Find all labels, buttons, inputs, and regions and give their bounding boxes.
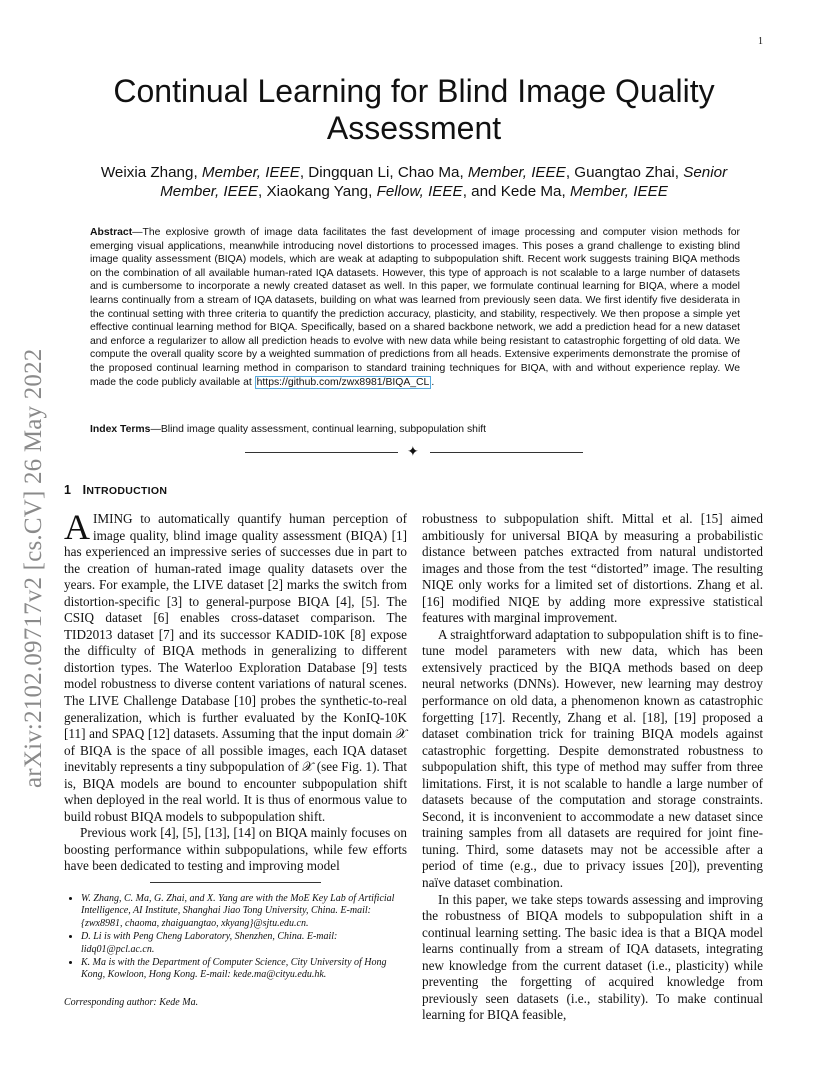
index-terms: Index Terms—Blind image quality assessment, continual learning, subpopulation shift <box>90 424 487 435</box>
footnote-item: • K. Ma is with the Department of Computer Science, City University of Hong Kong, Kowloon, Hong Kong. E-mail: kede.ma@cityu.edu.hk. <box>81 957 409 982</box>
footnote-item: • W. Zhang, C. Ma, G. Zhai, and X. Yang are with the MoE Key Lab of Artificial Intelligence, AI Institute, Shanghai Jiao Tong University, China. E-mail: {zwx8981, chaoma, zhaiguangtao, xkyang}@sjtu.edu.cn. <box>81 893 409 930</box>
intro-paragraph-2: Previous work [4], [5], [13], [14] on BIQA mainly focuses on boosting performance within subpopulations, while few efforts have been dedicated to testing and improving model <box>64 825 407 874</box>
diamond-ornament-icon: ✦ <box>407 445 419 460</box>
author-name: Xiaokang Yang <box>266 183 369 200</box>
footnote-item: • D. Li is with Peng Cheng Laboratory, Shenzhen, China. E-mail: lidq01@pcl.ac.cn. <box>81 931 409 956</box>
abstract-end: . <box>431 376 435 388</box>
intro-paragraph-1 <box>64 507 407 825</box>
corresponding-author: Corresponding author: Kede Ma. <box>64 997 199 1008</box>
section-title-first-letter: I <box>82 483 87 497</box>
section-heading <box>64 483 167 497</box>
intro-paragraph-4: A straightforward adaptation to subpopulation shift is to fine-tune model parameters with new data, which has been extensively practiced by the BIQA methods based on deep neural networks (DNNs). However, new learning may destroy performance on old data, a phenomenon known as catastrophic forgetting [17]. Recently, Zhang et al. [18], [19] proposed a dataset combination trick for training BIQA models against catastrophic forgetting. Despite demonstrated robustness to subpopulation shift, this type of method may suffer from three limitations. First, it is not scalable to handle a large number of datasets because of the computation and storage constraints. Second, it is inconvenient to accommodate a new dataset since training samples from all datasets are required for joint fine-tuning. Third, some datasets may not be accessible after a period of time (e.g., due to privacy issues [20]), preventing naïve dataset combination. <box>422 626 763 891</box>
opening-smallcaps: IMING <box>93 511 133 526</box>
separator-line-right <box>430 452 583 453</box>
page-number: 1 <box>758 36 763 47</box>
separator-line-left <box>245 452 398 453</box>
abstract-text: The explosive growth of image data facilitates the fast development of image processing and computer vision methods for emerging visual applications, meanwhile introducing novel distortions to processed images. This poses a grand challenge to existing blind image quality assessment (BIQA) models, which are weak at adapting to subpopulation shift. Recent work suggests training BIQA methods on the combination of all available human-rated IQA datasets. However, this type of approach is not scalable to a large number of datasets and is cumbersome to incorporate a newly created dataset as well. In this paper, we formulate continual learning for BIQA, where a model learns continually from a stream of IQA datasets, building on what was learned from previously seen data. We first identify five desiderata in the continual setting with three criteria to quantify the prediction accuracy, plasticity, and stability, respectively. We then propose a simple yet effective continual learning method for BIQA. Specifically, based on a shared backbone network, we add a prediction head for a new dataset and enforce a regularizer to allow all prediction heads to evolve with new data while being resistant to catastrophic forgetting of old data. We compute the overall quality score by a weighted summation of predictions from all heads. Extensive experiments demonstrate the promise of the proposed continual learning method in comparison to standard training techniques for BIQA, with and without experience replay. We made the code publicly available at <box>90 227 740 388</box>
section-title-rest: NTRODUCTION <box>86 485 168 497</box>
author-role: Member, IEEE <box>569 183 668 200</box>
author-name: Chao Ma <box>397 164 460 181</box>
author-name: Weixia Zhang <box>100 164 194 181</box>
author-name: Dingquan Li <box>308 164 390 181</box>
author-role: Fellow, IEEE <box>376 183 463 200</box>
drop-cap: A <box>64 507 90 547</box>
index-terms-text: Blind image quality assessment, continual learning, subpopulation shift <box>160 424 487 435</box>
author-list: Weixia Zhang, Member, IEEE, Dingquan Li, Chao Ma, Member, IEEE, Guangtao Zhai, Senior Member, IEEE, Xiaokang Yang, Fellow, IEEE, and Kede Ma, Member, IEEE <box>100 164 728 200</box>
arxiv-watermark <box>18 268 52 788</box>
paragraph-text: to automatically quantify human perception of image quality, blind image quality assessment (BIQA) [1] has experienced an impressive series of successes due in part to the creation of human-rated image quality datasets over the years. For example, the LIVE dataset [2] marks the switch from distortion-specific [3] to general-purpose BIQA [4], [5]. The CSIQ dataset [6] enables cross-dataset comparison. The TID2013 dataset [7] and its successor KADID-10K [8] expose the difficulty of BIQA methods in generalizing to different distortion types. The Waterloo Exploration Database [9] tests model robustness to diverse content variations of natural scenes. The LIVE Challenge Database [10] probes the synthetic-to-real generalization, which is further evaluated by the KonIQ-10K [11] and SPAQ [12] datasets. Assuming that the input domain 𝒳 of BIQA is the space of all possible images, each IQA dataset inevitably represents a tiny subpopulation of 𝒳 (see Fig. 1). That is, BIQA models are bound to encounter subpopulation shift when deployed in the real world. It is thus of enormous value to build robust BIQA models to subpopulation shift. <box>64 511 407 824</box>
arxiv-identifier[interactable]: arXiv:2102.09717v2 [cs.CV] 26 May 2022 <box>20 348 47 788</box>
index-terms-label: Index Terms <box>90 424 151 435</box>
author-name: Guangtao Zhai <box>574 164 675 181</box>
footnotes <box>64 893 409 983</box>
section-separator <box>245 443 583 463</box>
code-link[interactable]: https://github.com/zwx8981/BIQA_CL <box>256 376 430 388</box>
section-number: 1 <box>64 483 72 497</box>
abstract: Abstract—The explosive growth of image data facilitates the fast development of image processing and computer vision methods for emerging visual applications, meanwhile introducing novel distortions to processed images. This poses a grand challenge to existing blind image quality assessment (BIQA) models, which are weak at adapting to subpopulation shift. Recent work suggests training BIQA methods on the combination of all available human-rated IQA datasets. However, this type of approach is not scalable to a large number of datasets and is cumbersome to incorporate a newly created dataset as well. In this paper, we formulate continual learning for BIQA, where a model learns continually from a stream of IQA datasets, building on what was learned from previously seen data. We first identify five desiderata in the continual setting with three criteria to quantify the prediction accuracy, plasticity, and stability, respectively. We then propose a simple yet effective continual learning method for BIQA. Specifically, based on a shared backbone network, we add a prediction head for a new dataset and enforce a regularizer to allow all prediction heads to evolve with new data while being resistant to catastrophic forgetting of old data. We compute the overall quality score by a weighted summation of predictions from all heads. Extensive experiments demonstrate the promise of the proposed continual learning method in comparison to standard training techniques for BIQA, with and without experience replay. We made the code publicly available at https://github.com/zwx8981/BIQA_CL . <box>90 227 740 388</box>
right-column <box>422 511 763 1024</box>
author-role: Senior Member, IEEE <box>160 164 728 200</box>
author-name: Kede Ma <box>500 183 562 200</box>
intro-paragraph-3: robustness to subpopulation shift. Mittal et al. [15] aimed ambitiously for universal BIQA by measuring a probabilistic distance between patches extracted from natural undistorted images and those from the test “distorted” image. The resulting NIQE only works for a limited set of distortions. Zhang et al. [16] modified NIQE by adding more expressive statistical features with marginal improvement. <box>422 511 763 626</box>
footnote-rule <box>150 882 321 883</box>
author-role: Member, IEEE <box>467 164 566 181</box>
paper-title: Continual Learning for Blind Image Quality Assessment <box>113 73 715 146</box>
intro-paragraph-5: In this paper, we take steps towards assessing and improving the robustness of BIQA models to subpopulation shift in a continual learning setting. The basic idea is that a BIQA model learns continually from a stream of IQA datasets, integrating new knowledge from the current dataset (i.e., plasticity) while preventing the forgetting of acquired knowledge from previously seen datasets (i.e., stability). To make continual learning for BIQA feasible, <box>422 891 763 1023</box>
abstract-label: Abstract <box>90 227 133 238</box>
author-role: Member, IEEE <box>201 164 300 181</box>
left-column <box>64 507 407 875</box>
